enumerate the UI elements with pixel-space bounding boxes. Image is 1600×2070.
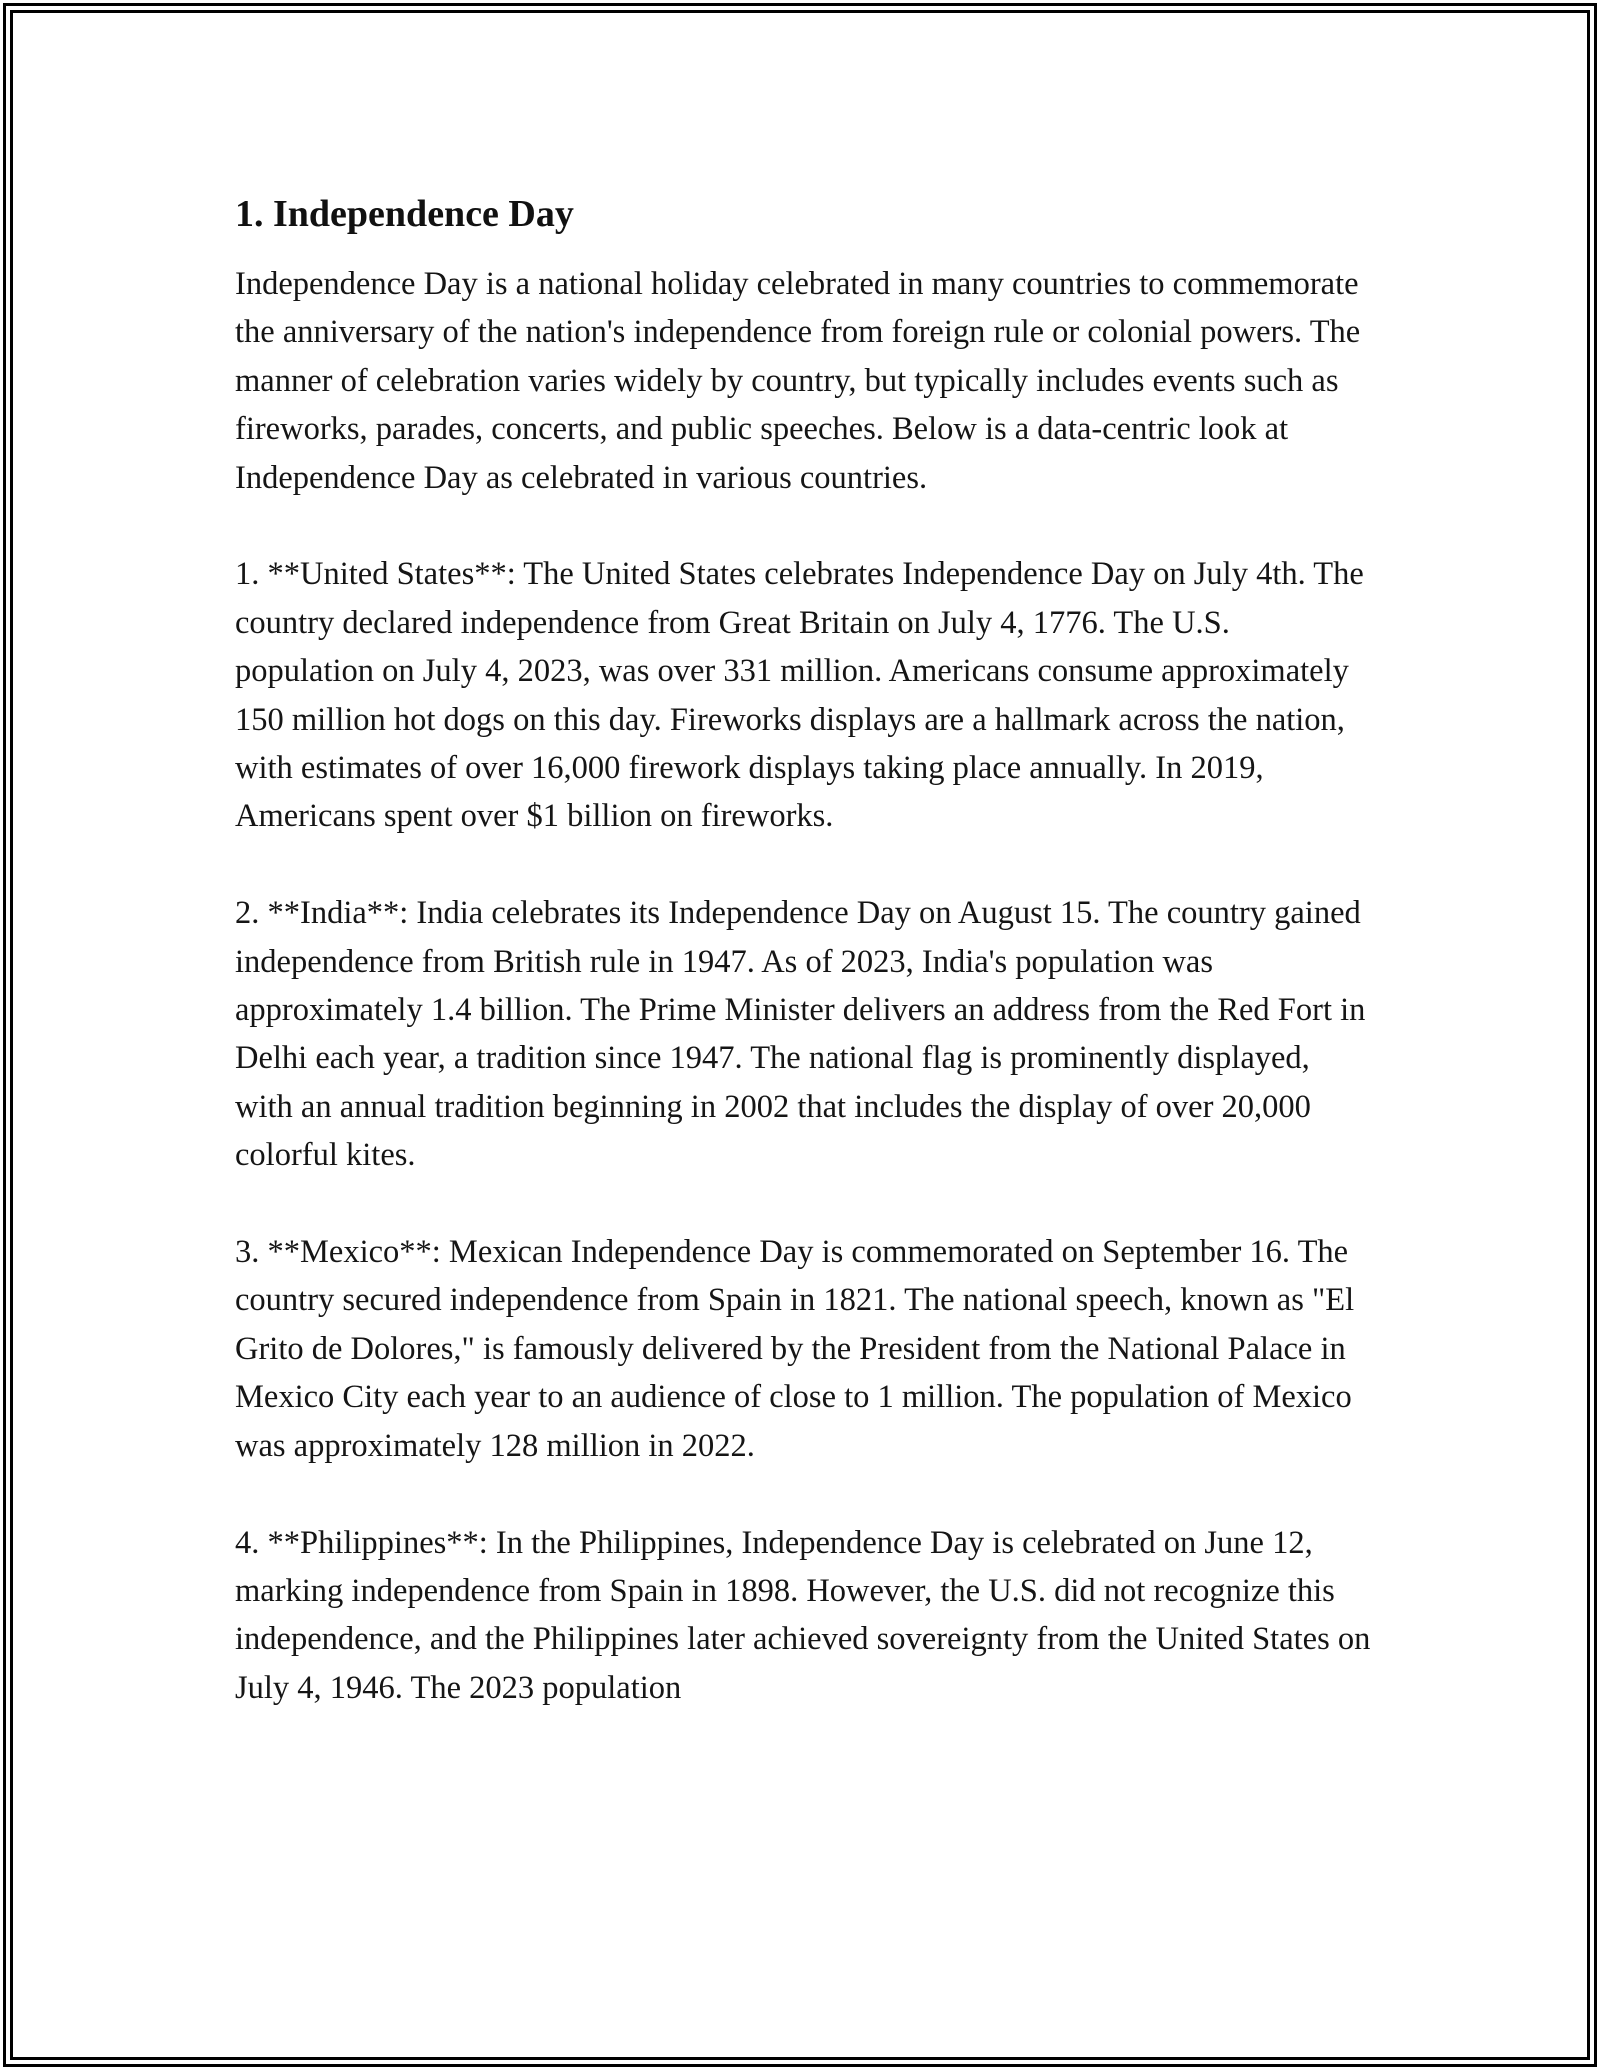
list-item-philippines: 4. **Philippines**: In the Philippines, Independence Day is celebrated on June 12, marking independence from Spain in 1898. However, the U.S. did not recognize this independence, and the Philippines later achieved sovereignty from the United States on July 4, 1946. The 2023 population [235,1524,1371,1706]
list-item-india: 2. **India**: India celebrates its Independence Day on August 15. The country gained independence from British rule in 1947. As of 2023, India's population was approximately 1.4 billion. The Prime Minister delivers an address from the Red Fort in Delhi each year, a tradition since 1947. The national flag is prominently displayed, with an annual tradition beginning in 2002 that includes the display of over 20,000 colorful kites. [235,895,1366,1174]
document-body [235,186,1375,1712]
list-item-mexico: 3. **Mexico**: Mexican Independence Day is commemorated on September 16. The country secured independence from Spain in 1821. The national speech, known as "El Grito de Dolores," is famously delivered by the President from the National Palace in Mexico City each year to an audience of close to 1 million. The population of Mexico was approximately 128 million in 2022. [235,1234,1355,1464]
list-item-united-states: 1. **United States**: The United States celebrates Independence Day on July 4th. The country declared independence from Great Britain on July 4, 1776. The U.S. population on July 4, 2023, was over 331 million. Americans consume approximately 150 million hot dogs on this day. Fireworks displays are a hallmark across the nation, with estimates of over 16,000 firework displays taking place annually. In 2019, Americans spent over $1 billion on fireworks. [235,556,1364,835]
intro-paragraph: Independence Day is a national holiday celebrated in many countries to commemorate the anniversary of the nation's independence from foreign rule or colonial powers. The manner of celebration varies widely by country, but typically includes events such as fireworks, parades, concerts, and public speeches. Below is a data-centric look at Independence Day as celebrated in various countries. [235,266,1361,496]
section-heading: 1. Independence Day [235,193,574,235]
